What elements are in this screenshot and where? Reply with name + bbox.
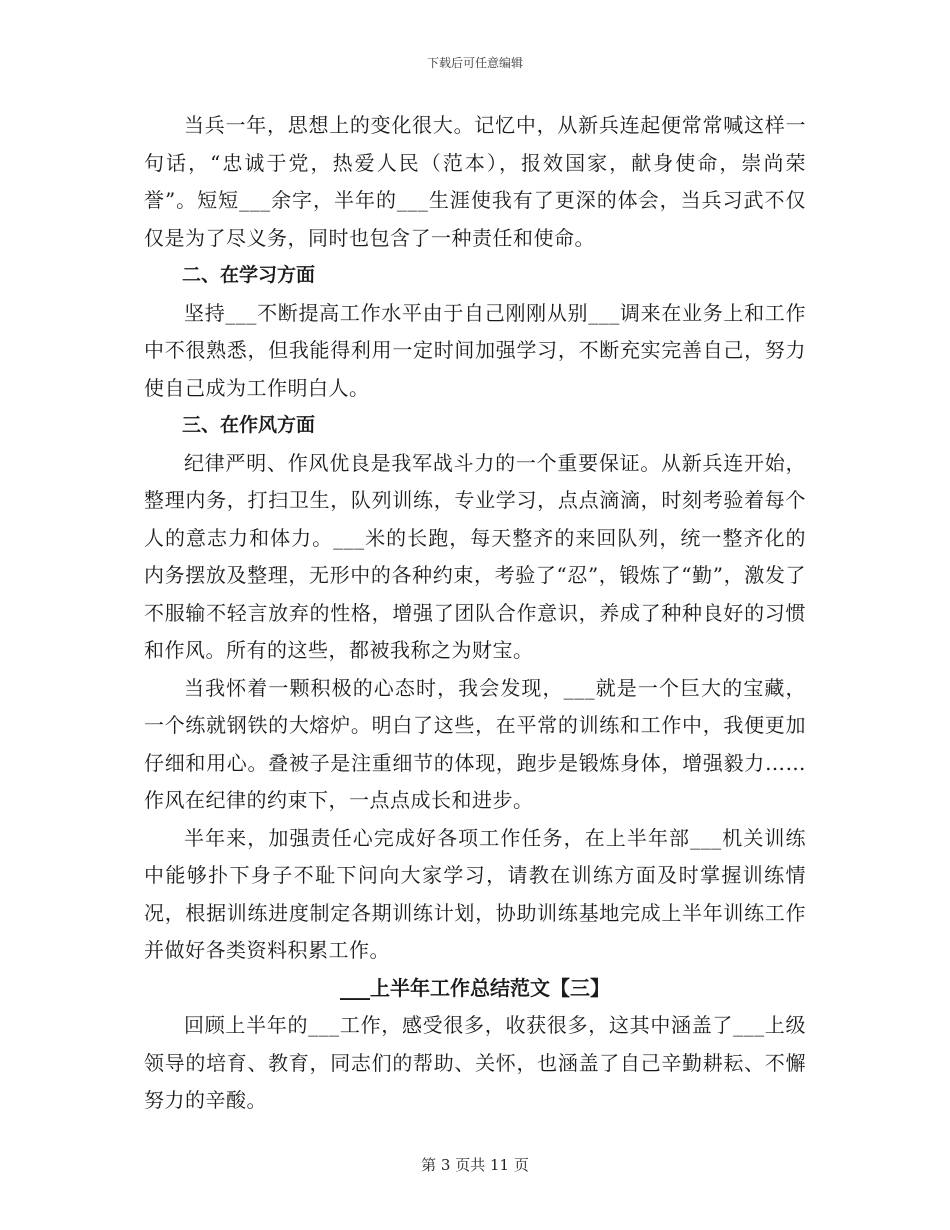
document-body [144,107,806,1120]
paragraph-6: 回顾上半年的___工作，感受很多，收获很多，这其中涵盖了___上级领导的培育、教育，同志们的帮助、关怀，也涵盖了自己辛勤耕耘、不懈努力的辛酸。 [144,1013,806,1112]
paragraph-5: 半年来，加强责任心完成好各项工作任务，在上半年部___机关训练中能够扑下身子不耻下问向大家学习，请教在训练方面及时掌握训练情况，根据训练进度制定各期训练计划，协助训练基地完成上半年训练工作并做好各类资料积累工作。 [144,825,806,962]
page-number: 第 3 页共 11 页 [421,1156,529,1174]
heading-style: 三、在作风方面 [182,414,316,436]
paragraph-4: 当我怀着一颗积极的心态时，我会发现，___就是一个巨大的宝藏，一个练就钢铁的大熔炉。明白了这些，在平常的训练和工作中，我便更加仔细和用心。叠被子是注重细节的体现，跑步是锻炼身体，增强毅力……作风在纪律的约束下，一点点成长和进步。 [144,675,806,812]
page-header: 下载后可任意编辑 [426,56,523,70]
paragraph-3: 纪律严明、作风优良是我军战斗力的一个重要保证。从新兵连开始，整理内务，打扫卫生，队列训练，专业学习，点点滴滴，时刻考验着每个人的意志力和体力。___米的长跑，每天整齐的来回队列，统一整齐化的内务摆放及整理，无形中的各种约束，考验了“忍”，锻炼了“勤”，激发了不服输不轻言放弃的性格，增强了团队合作意识，养成了种种良好的习惯和作风。所有的这些，都被我称之为财宝。 [144,450,806,662]
paragraph-2: 坚持___不断提高工作水平由于自己刚刚从别___调来在业务上和工作中不很熟悉，但我能得利用一定时间加强学习，不断充实完善自己，努力使自己成为工作明白人。 [144,300,806,400]
paragraph-1: 当兵一年，思想上的变化很大。记忆中，从新兵连起便常常喊这样一句话，“忠诚于党，热爱人民（范本），报效国家，献身使命，崇尚荣誉”。短短___余字，半年的___生涯使我有了更深的体会，当兵习武不仅仅是为了尽义务，同时也包含了一种责任和使命。 [144,113,806,250]
heading-study: 二、在学习方面 [182,264,316,286]
section-title: ___上半年工作总结范文【三】 [340,975,610,1000]
